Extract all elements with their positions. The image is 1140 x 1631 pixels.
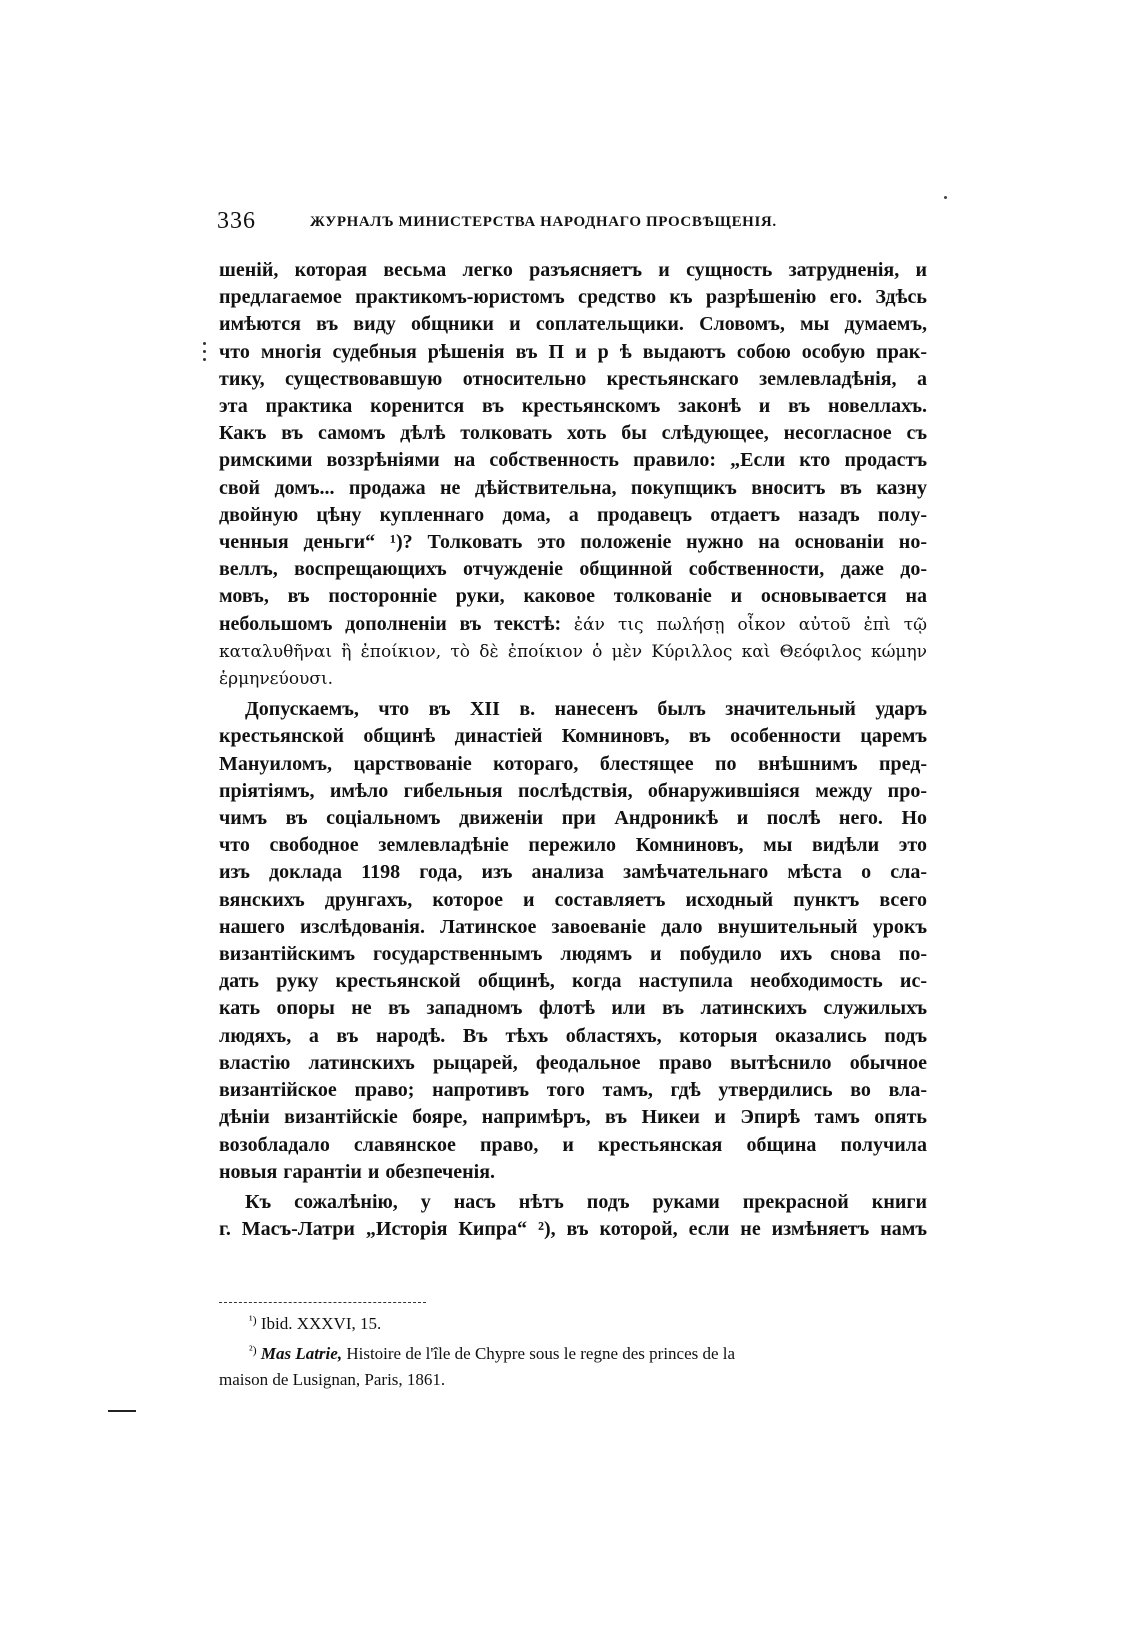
- body-line: властію латинскихъ рыцарей, феодальное право вытѣснило обычное: [219, 1051, 927, 1074]
- body-line: небольшомъ дополненіи въ текстѣ:: [219, 612, 562, 635]
- body-line: кать опоры не въ западномъ флотѣ или въ латинскихъ служилыхъ: [219, 997, 927, 1020]
- greek-line: ἑρμηνεύουσι.: [219, 669, 334, 690]
- body-line: возобладало славянское право, и крестьянская община получила: [219, 1133, 927, 1156]
- body-line: что многія судебныя рѣшенія въ П и р ѣ выдаютъ собою особую прак-: [219, 340, 927, 363]
- footnote-marker: ²): [249, 1343, 257, 1357]
- body-line: новыя гарантіи и обезпеченія.: [219, 1160, 496, 1183]
- greek-quote: ἐάν τις πωλήσῃ οἶκον αὐτοῦ ἐπὶ τῷ: [573, 614, 927, 635]
- body-line: вянскихъ друнгахъ, которое и составляетъ исходный пунктъ всего: [219, 888, 927, 911]
- body-line: ченныя деньги“ ¹)? Толковать это положеніе нужно на основаніи но-: [219, 531, 927, 554]
- journal-title: ЖУРНАЛЪ МИНИСТЕРСТВА НАРОДНАГО ПРОСВѢЩЕНІЯ.: [310, 214, 777, 230]
- body-line: людяхъ, а въ народѣ. Въ тѣхъ областяхъ, которыя оказались подъ: [219, 1024, 927, 1047]
- body-line: свой домъ... продажа не дѣйствительна, покупщикъ вноситъ въ казну: [219, 476, 927, 499]
- body-line: шеній, которая весьма легко разъясняетъ и сущность затрудненія, и: [219, 259, 927, 281]
- footnote-1: [219, 1307, 927, 1337]
- footnote-text: Ibid. XXXVI, 15.: [260, 1314, 382, 1333]
- body-line: г. Масъ-Латри „Исторія Кипра“ ²), въ которой, если не измѣняетъ намъ: [219, 1218, 927, 1241]
- scan-edge-mark: [108, 1410, 136, 1412]
- footnote-marker: ¹): [249, 1313, 257, 1327]
- body-line: римскими воззрѣніями на собственность правило: „Если кто продастъ: [219, 449, 927, 472]
- body-line: двойную цѣну купленнаго дома, а продавецъ отдаетъ назадъ полу-: [219, 503, 927, 526]
- body-line: крестьянской общинѣ династіей Комниновъ, въ особенности царемъ: [219, 725, 927, 748]
- footnote-text: Histoire de l'île de Chypre sous le regne des princes de la: [346, 1344, 736, 1363]
- body-line-with-greek: [219, 611, 927, 639]
- page-number: 336: [217, 208, 256, 234]
- body-line: дать руку крестьянской общинѣ, когда наступила необходимость ис-: [219, 970, 927, 993]
- paragraph-start: Къ сожалѣнію, у насъ нѣтъ подъ руками прекрасной книги: [245, 1190, 927, 1213]
- body-line: предлагаемое практикомъ-юристомъ средство къ разрѣшенію его. Здѣсь: [219, 286, 927, 309]
- body-line: мовъ, въ посторонніе руки, каковое толкованіе и основывается на: [219, 585, 927, 608]
- body-line: нашего изслѣдованія. Латинское завоеваніе дало внушительный урокъ: [219, 915, 927, 938]
- body-line: византійское право; напротивъ того тамъ, гдѣ утвердились во вла-: [219, 1079, 927, 1102]
- body-line: пріятіямъ, имѣло гибельныя послѣдствія, обнаружившіяся между про-: [219, 779, 927, 802]
- footnote-separator: [219, 1302, 426, 1303]
- body-line: имѣются въ виду общники и соплательщики. Словомъ, мы думаемъ,: [219, 313, 927, 336]
- body-line: веллъ, воспрещающихъ отчужденіе общинной собственности, даже до-: [219, 558, 927, 581]
- body-text: [219, 257, 927, 1243]
- body-line: Мануиломъ, царствованіе котораго, блестящее по внѣшнимъ пред-: [219, 752, 927, 775]
- scan-speck: [944, 196, 947, 199]
- footnote-author: Mas Latrie,: [260, 1344, 343, 1363]
- paragraph-start: Допускаемъ, что въ XII в. нанесенъ былъ значительный ударъ: [245, 698, 927, 721]
- running-head: [217, 208, 937, 240]
- body-line: дѣніи византійскіе бояре, напримѣръ, въ Никеи и Эпирѣ тамъ опять: [219, 1106, 927, 1129]
- footnote-2: [219, 1337, 927, 1367]
- footnote-2-cont: maison de Lusignan, Paris, 1861.: [219, 1370, 446, 1389]
- body-line: изъ доклада 1198 года, изъ анализа замѣчательнаго мѣста о сла-: [219, 861, 927, 884]
- footnotes: [219, 1307, 927, 1393]
- margin-mark: [203, 342, 207, 364]
- body-line: тику, существовавшую относительно крестьянскаго землевладѣнія, а: [219, 367, 927, 390]
- body-line: византійскимъ государственнымъ людямъ и побудило ихъ снова по-: [219, 943, 927, 966]
- body-line: эта практика коренится въ крестьянскомъ законѣ и въ новеллахъ.: [219, 395, 927, 418]
- body-line: что свободное землевладѣніе пережило Комниновъ, мы видѣли это: [219, 834, 927, 857]
- greek-line: καταλυθῆναι ἢ ἐποίκιον, τὸ δὲ ἐποίκιον ὁ μὲν Κύριλλος καὶ Θεόφιλος κώμην: [219, 641, 927, 662]
- body-line: чимъ въ соціальномъ движеніи при Андроникѣ и послѣ него. Но: [219, 807, 927, 830]
- body-line: Какъ въ самомъ дѣлѣ толковать хоть бы слѣдующее, несогласное съ: [219, 422, 927, 445]
